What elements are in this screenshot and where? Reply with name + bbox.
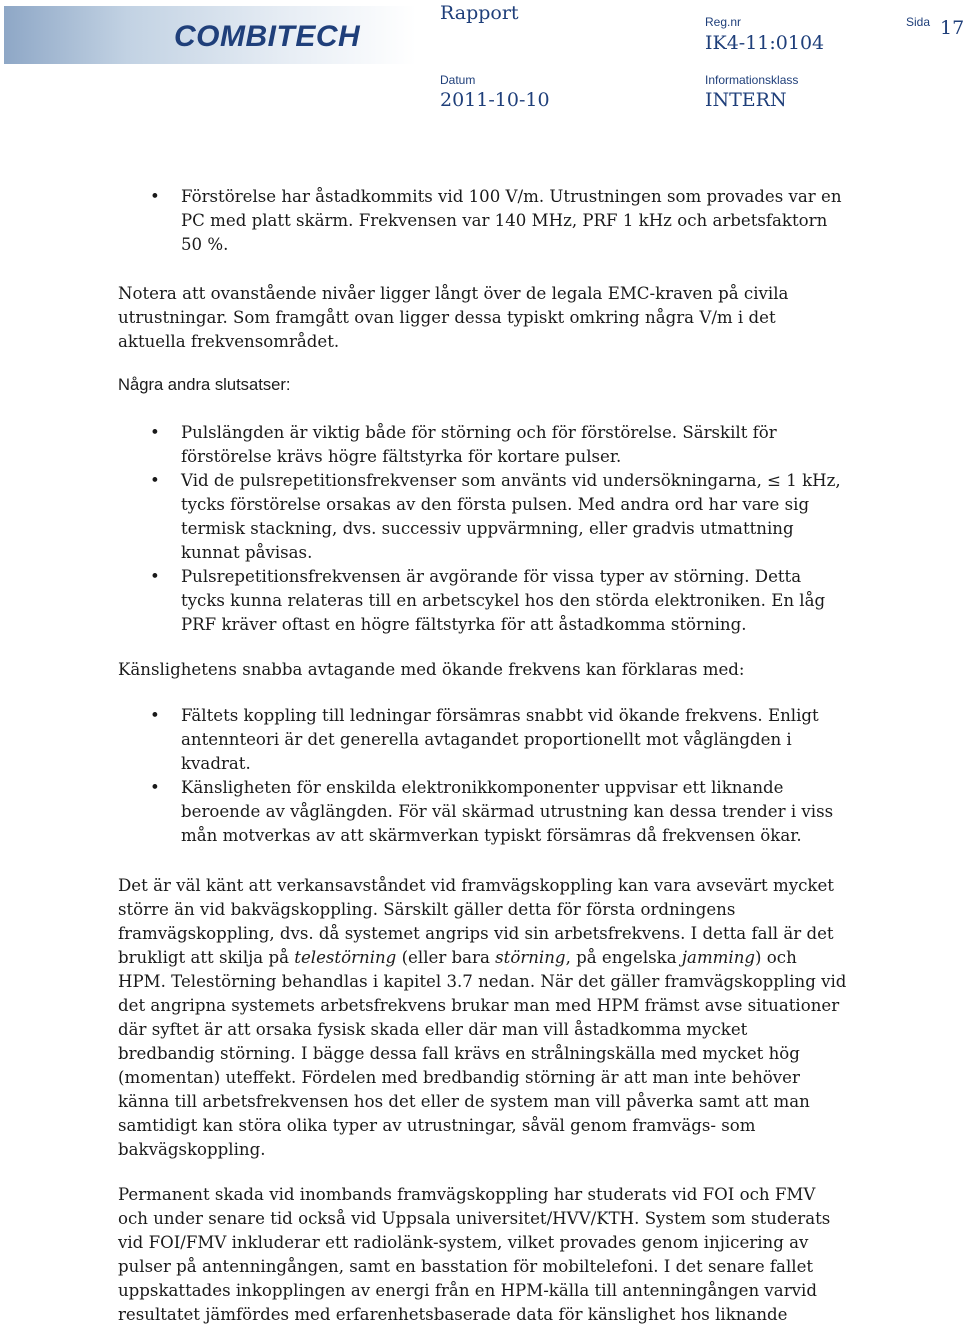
bullet-list-1 [118,185,848,257]
doc-type: Rapport [440,2,519,24]
reg-label: Reg.nr [705,15,742,29]
paragraph: Känslighetens snabba avtagande med ökande frekvens kan förklaras med: [118,660,745,679]
paragraph: Några andra slutsatser: [118,375,291,394]
bullet-icon: • [150,567,160,586]
bullet-icon: • [150,778,160,797]
date-value: 2011-10-10 [440,89,550,111]
page-label: Sida [906,15,931,29]
list-item: • Känsligheten för enskilda elektronikkomponenter uppvisar ett liknande beroende av våglängden. För väl skärmad utrustning kan dessa trender i viss mån motverkas av att skärmverkan typiskt försämras då frekvensen ökar. [150,778,834,845]
reg-value: IK4-11:0104 [705,32,825,54]
company-logo [4,6,416,64]
list-item: • Fältets koppling till ledningar försämras snabbt vid ökande frekvens. Enligt antennteori är det generella avtagandet proportionellt mot våglängden i kvadrat. [150,706,819,773]
class-value: INTERN [705,89,787,111]
list-item: • Pulsrepetitionsfrekvensen är avgörande för vissa typer av störning. Detta tycks kunna relateras till en arbetscykel hos den störda elektroniken. En låg PRF kräver oftast en högre fältstyrka för att åstadkomma störning. [150,567,826,634]
paragraph: Permanent skada vid inombands framvägskoppling har studerats vid FOI och FMV och under senare tid också vid Uppsala universitet/HVV/KTH. System som studerats vid FOI/FMV inkluderar ett radiolänk-system, vilket provades genom injicering av pulser på antenningången, samt en basstation för mobiltelefoni. I det senare fallet uppskattades inkopplingen av energi från en HPM-källa till antenningången varvid resultatet jämfördes med erfarenhetsbaserade data för känslighet hos liknande [118,1185,831,1324]
bullet-icon: • [150,471,160,490]
bullet-list-3 [118,704,848,848]
bullet-icon: • [150,423,160,442]
paragraph: Notera att ovanstående nivåer ligger långt över de legala EMC-kraven på civila utrustningar. Som framgått ovan ligger dessa typiskt omkring några V/m i det aktuella frekvensområdet. [118,284,789,351]
bullet-icon: • [150,706,160,725]
list-item: • Förstörelse har åstadkommits vid 100 V/m. Utrustningen som provades var en PC med platt skärm. Frekvensen var 140 MHz, PRF 1 kHz och arbetsfaktorn 50 %. [150,187,842,254]
page-header [0,0,964,140]
logo-text: COMBITECH [174,20,361,53]
paragraph: Det är väl känt att verkansavståndet vid framvägskoppling kan vara avsevärt mycket större än vid bakvägskoppling. Särskilt gäller detta för första ordningens framvägskoppling, dvs. då systemet angrips vid sin arbetsfrekvens. I detta fall är det brukligt att skilja på telestörning (eller bara störning, på engelska jamming) och HPM. Telestörning behandlas i kapitel 3.7 nedan. När det gäller framvägskoppling vid det angripna systemets arbetsfrekvens brukar man med HPM främst avse situationer där syftet är att orsaka fysisk skada eller där man vill åstadkomma mycket bredbandig störning. I bägge dessa fall krävs en strålningskälla med mycket hög (momentan) uteffekt. Fördelen med bredbandig störning är att man inte behöver känna till arbetsfrekvensen hos det eller de system man vill påverka samt att man samtidigt kan störa olika typer av utrustningar, såväl genom framvägs- som bakvägskoppling. [118,876,847,1159]
bullet-list-2 [118,421,848,637]
date-label: Datum [440,73,476,87]
list-item: • Vid de pulsrepetitionsfrekvenser som använts vid undersökningarna, ≤ 1 kHz, tycks förstörelse orsakas av den första pulsen. Med andra ord har vare sig termisk stackning, dvs. successiv uppvärmning, eller gradvis utmattning kunnat påvisas. [150,471,841,562]
bullet-icon: • [150,187,160,206]
page-number: 17 [940,17,964,39]
class-label: Informationsklass [705,73,799,87]
list-item: • Pulslängden är viktig både för störning och för förstörelse. Särskilt för förstörelse krävs högre fältstyrka för kortare pulser. [150,423,777,466]
